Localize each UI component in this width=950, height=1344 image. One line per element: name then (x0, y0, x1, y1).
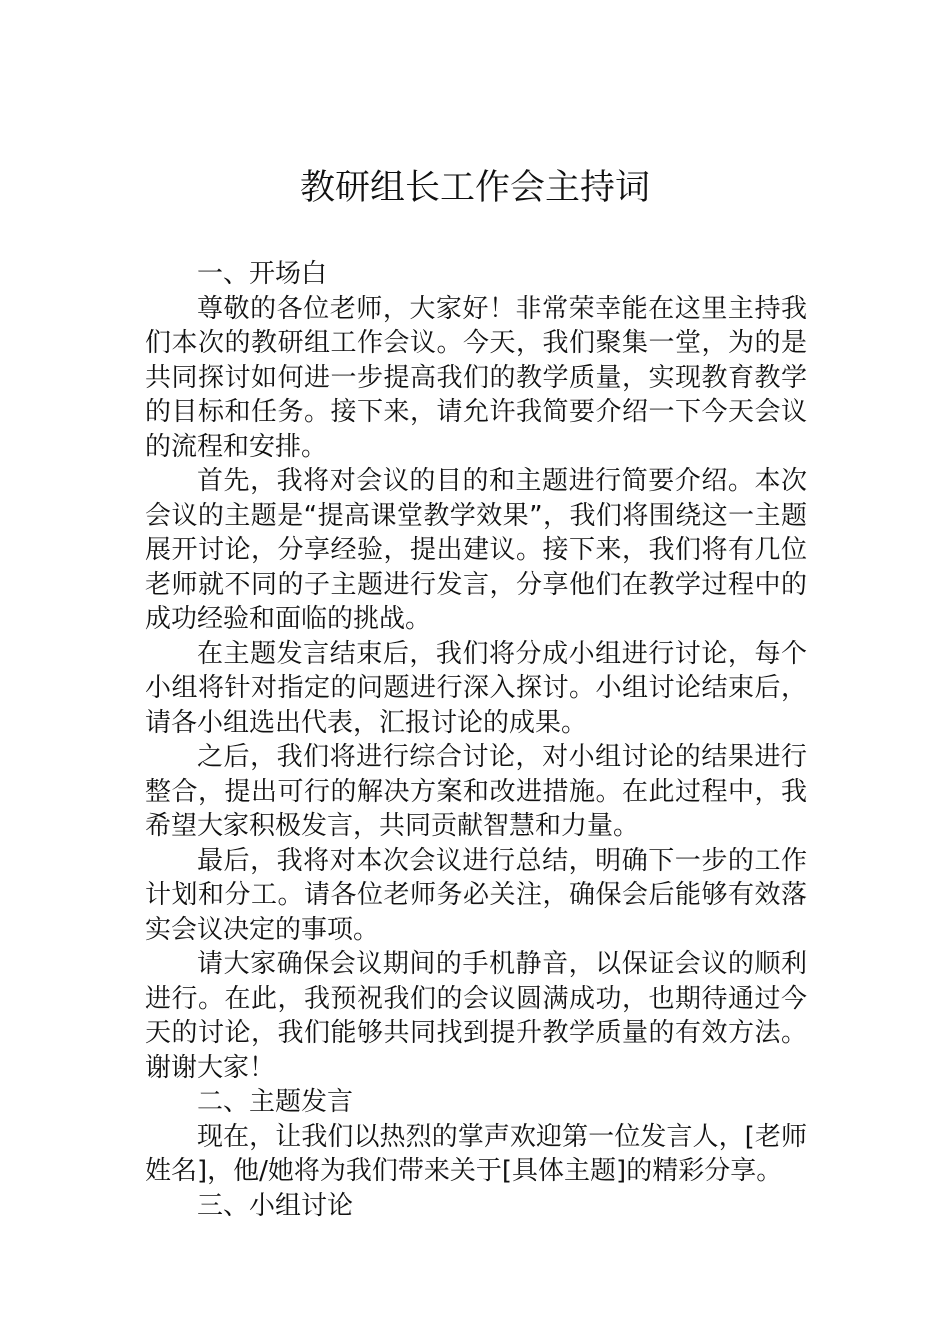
paragraph-closing-remarks: 请大家确保会议期间的手机静音，以保证会议的顺利进行。在此，我预祝我们的会议圆满成功，也期待通过今天的讨论，我们能够共同找到提升教学质量的有效方法。谢谢大家！ (145, 949, 807, 1083)
paragraph-group-discussion: 在主题发言结束后，我们将分成小组进行讨论，每个小组将针对指定的问题进行深入探讨。小组讨论结束后，请各小组选出代表，汇报讨论的成果。 (145, 638, 807, 738)
document-title: 教研组长工作会主持词 (299, 168, 650, 208)
paragraph-first-speaker: 现在，让我们以热烈的掌声欢迎第一位发言人，[老师姓名]，他/她将为我们带来关于[具体主题]的精彩分享。 (145, 1121, 807, 1186)
document-body (145, 257, 807, 1223)
section-heading-keynote: 二、主题发言 (197, 1087, 354, 1117)
section-heading-group-discussion: 三、小组讨论 (197, 1190, 354, 1221)
paragraph-summary: 最后，我将对本次会议进行总结，明确下一步的工作计划和分工。请各位老师务必关注，确保会后能够有效落实会议决定的事项。 (145, 845, 807, 945)
paragraph-greeting: 尊敬的各位老师，大家好！非常荣幸能在这里主持我们本次的教研组工作会议。今天，我们聚集一堂，为的是共同探讨如何进一步提高我们的教学质量，实现教育教学的目标和任务。接下来，请允许我简要介绍一下今天会议的流程和安排。 (145, 293, 807, 462)
section-heading-opening: 一、开场白 (197, 259, 328, 289)
paragraph-agenda-first: 首先，我将对会议的目的和主题进行简要介绍。本次会议的主题是“提高课堂教学效果”，我们将围绕这一主题展开讨论，分享经验，提出建议。接下来，我们将有几位老师就不同的子主题进行发言，分享他们在教学过程中的成功经验和面临的挑战。 (145, 466, 807, 634)
paragraph-comprehensive-discussion: 之后，我们将进行综合讨论，对小组讨论的结果进行整合，提出可行的解决方案和改进措施。在此过程中，我希望大家积极发言，共同贡献智慧和力量。 (145, 742, 807, 841)
